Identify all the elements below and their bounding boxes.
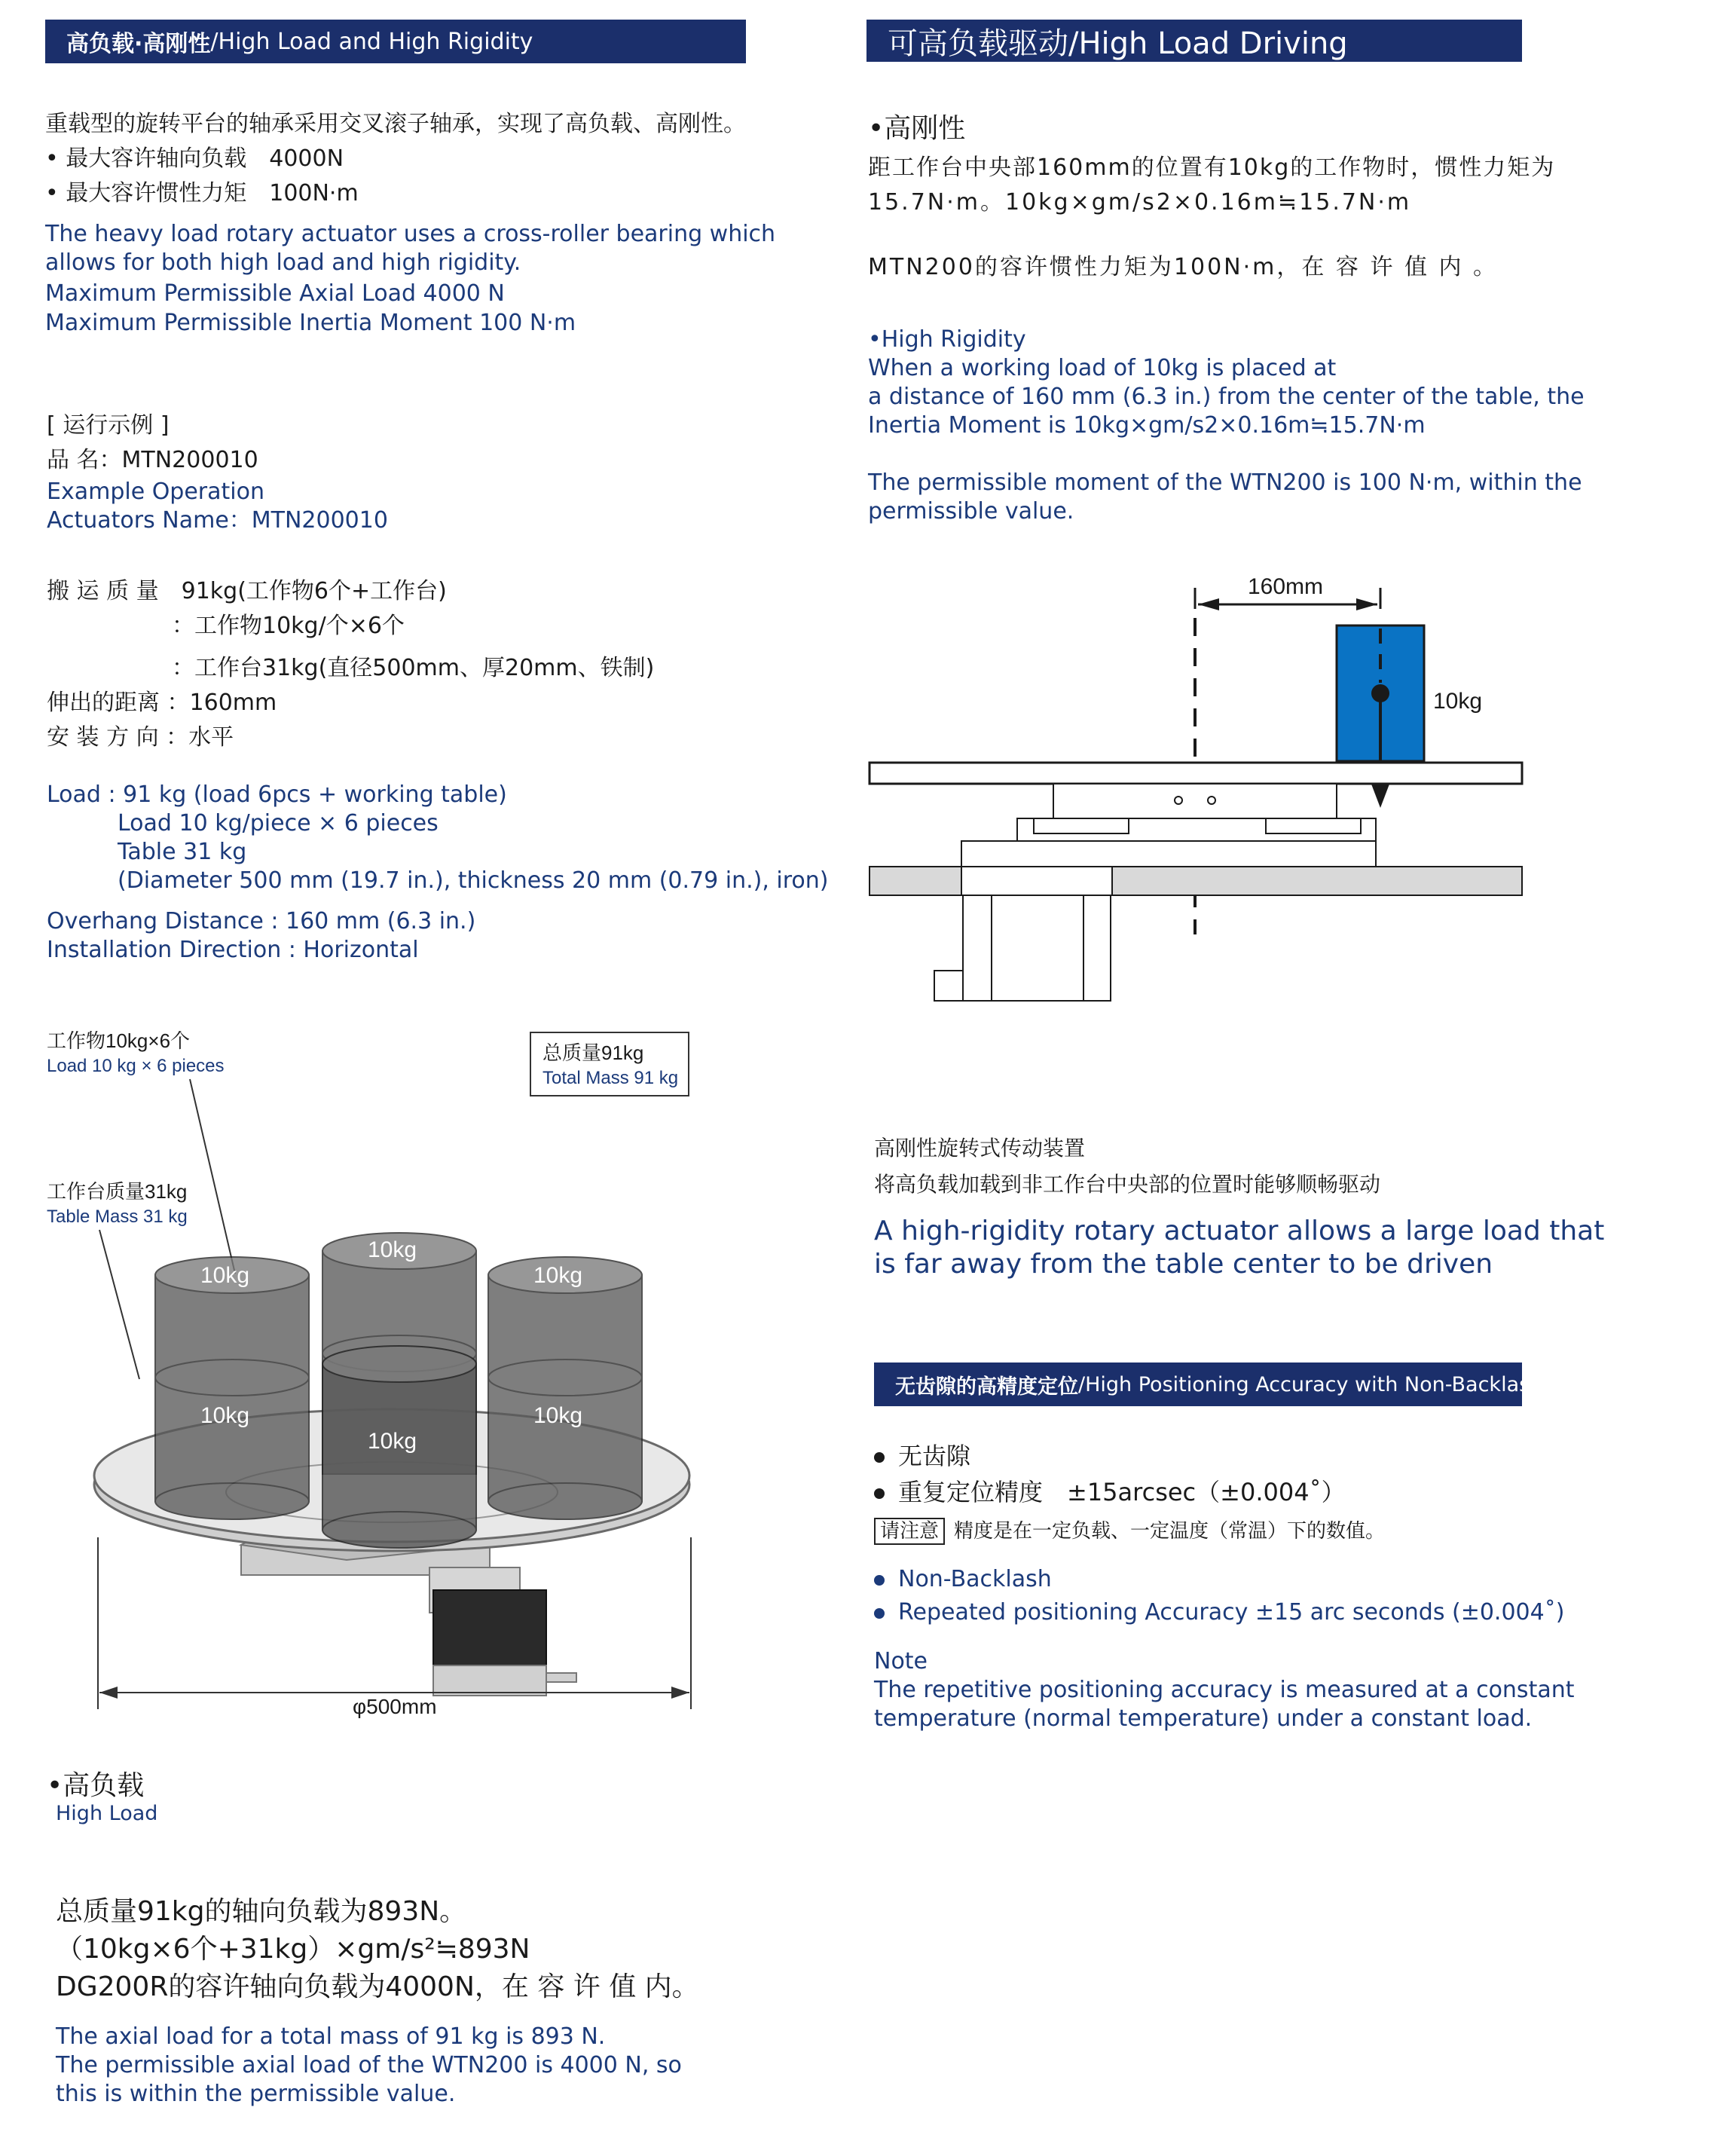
bullet-repeat-accuracy-en	[874, 1596, 1575, 1629]
intro-en-1: The heavy load rotary actuator uses a cross-roller bearing which	[45, 221, 776, 247]
figure-table-en: Table Mass 31 kg	[47, 1207, 188, 1227]
spec-cn-block	[47, 574, 654, 755]
spec-cn-direction: 安 装 方 向 ：水平	[47, 724, 234, 751]
spec-inertia-moment: • 最大容许惯性力矩 100N·m	[45, 180, 359, 206]
figure-load-en: Load 10 kg × 6 pieces	[47, 1056, 225, 1076]
spec-en-table: Table 31 kg	[118, 839, 247, 865]
weight-label: 10kg	[368, 1237, 417, 1262]
rigidity-cn-1: 距工作台中央部160mm的位置有10kg的工作物时，惯性力矩为	[868, 154, 1556, 181]
spec-cn-table: ：工作台31kg(直径500mm、厚20mm、铁制)	[172, 655, 655, 681]
weight-label: 10kg	[533, 1263, 583, 1288]
example-name-cn: 品 名：MTN200010	[47, 447, 258, 473]
bullet-repeat-accuracy-cn	[874, 1474, 1385, 1510]
rigidity-en-1: When a working load of 10kg is placed at	[868, 355, 1337, 381]
note-en-1: The repetitive positioning accuracy is measured at a constant	[874, 1677, 1575, 1703]
note-cn-line	[874, 1516, 1385, 1546]
bullet1-en-text: Non-Backlash	[898, 1566, 1052, 1592]
spec-en-direction: Installation Direction : Horizontal	[47, 937, 419, 963]
figure-table-cn: 工作台质量31kg	[47, 1180, 188, 1203]
diagram-caption-block	[874, 1130, 1604, 1281]
weight-label: 10kg	[368, 1429, 417, 1454]
motor-connector	[934, 971, 963, 1001]
header-en: /High Load and High Rigidity	[210, 28, 533, 55]
note-label: 请注意	[874, 1518, 945, 1545]
bullet1-cn-text: 无齿隙	[898, 1442, 971, 1470]
example-title-en: Example Operation	[47, 479, 264, 505]
motor-cable	[546, 1673, 576, 1682]
figure-total-cn: 总质量91kg	[542, 1041, 644, 1064]
rigidity-cn-3: MTN200的容许惯性力矩为100N·m，在 容 许 值 内 。	[868, 254, 1499, 280]
high-load-cn-1: 总质量91kg的轴向负载为893N。	[56, 1896, 467, 1927]
rigidity-cn-2: 15.7N·m。10kg×gm/s2×0.16m≒15.7N·m	[868, 189, 1412, 216]
header-right: 可高负载驱动/High Load Driving	[888, 26, 1348, 61]
high-load-en-2: The permissible axial load of the WTN200 is 4000 N, so	[56, 2052, 682, 2078]
weight-label: 10kg	[200, 1263, 250, 1288]
bullet-non-backlash-en	[874, 1563, 1575, 1596]
leader-load	[190, 1079, 235, 1274]
rigidity-title-en: •High Rigidity	[868, 326, 1026, 353]
rigidity-cn-block	[868, 110, 1555, 285]
spec-cn-overhang: 伸出的距离 ：160mm	[47, 690, 277, 716]
rigidity-en-2: a distance of 160 mm (6.3 in.) from the center of the table, the	[868, 384, 1585, 410]
bullet-dot	[874, 1575, 885, 1586]
high-load-en-3: this is within the permissible value.	[56, 2081, 456, 2107]
spec-cn-load: ：工作物10kg/个×6个	[172, 613, 405, 639]
header2-en: /High Positioning Accuracy with Non-Backlash	[1078, 1372, 1543, 1396]
note-title-en: Note	[874, 1648, 928, 1674]
rigidity-title-cn: •高刚性	[868, 113, 966, 144]
weight-left	[155, 1257, 309, 1519]
high-load-title-en: High Load	[56, 1802, 158, 1825]
weight-right	[488, 1257, 642, 1519]
high-load-cn-3: DG200R的容许轴向负载为4000N，在 容 许 值 内。	[56, 1971, 699, 2002]
bullet-non-backlash-cn	[874, 1438, 1385, 1474]
spec-en-pieces: Load 10 kg/piece × 6 pieces	[118, 810, 439, 836]
bullet-dot	[874, 1608, 885, 1619]
table-top	[870, 763, 1522, 784]
positioning-en-block	[874, 1563, 1575, 1733]
weight-label: 10kg	[533, 1403, 583, 1428]
section-header-high-load-rigidity	[45, 20, 746, 63]
weight-label: 10kg	[200, 1403, 250, 1428]
bullet2-cn-text: 重复定位精度 ±15arcsec（±0.004˚）	[898, 1478, 1346, 1506]
header2-cn: 无齿隙的高精度定位	[895, 1375, 1078, 1399]
spec-cn-mass: 搬 运 质 量 91kg(工作物6个+工作台)	[47, 578, 447, 604]
high-load-en-1: The axial load for a total mass of 91 kg is 893 N.	[56, 2023, 606, 2050]
rigidity-en-4: The permissible moment of the WTN200 is 100 N·m, within the	[868, 469, 1582, 496]
bullet2-en-text: Repeated positioning Accuracy ±15 arc seconds (±0.004˚)	[898, 1599, 1565, 1626]
high-load-block	[47, 1771, 157, 1827]
spec-en-overhang: Overhang Distance : 160 mm (6.3 in.)	[47, 908, 476, 934]
example-title-cn: [ 运行示例 ]	[47, 412, 170, 439]
rigidity-en-block	[868, 326, 1585, 526]
spec-axial-load: • 最大容许轴向负载 4000N	[45, 145, 344, 172]
caption-cn-2: 将高负载加载到非工作台中央部的位置时能够顺畅驱动	[874, 1172, 1381, 1197]
caption-en-2: is far away from the table center to be driven	[874, 1249, 1493, 1280]
intro-en-4: Maximum Permissible Inertia Moment 100 N·m	[45, 310, 576, 336]
intro-en-2: allows for both high load and high rigidity.	[45, 249, 521, 276]
weight-label: 10kg	[1433, 689, 1483, 714]
intro-cn: 重载型的旋转平台的轴承采用交叉滚子轴承，实现了高负载、高刚性。	[45, 111, 746, 137]
spec-en-diameter: (Diameter 500 mm (19.7 in.), thickness 20 mm (0.79 in.), iron)	[118, 867, 829, 894]
bullet-dot	[874, 1488, 885, 1499]
spec-en-load: Load : 91 kg (load 6pcs + working table)	[47, 781, 507, 808]
note-en-2: temperature (normal temperature) under a constant load.	[874, 1705, 1533, 1732]
section-header-high-load-driving	[866, 20, 1522, 62]
high-load-title-cn: •高负载	[47, 1770, 145, 1801]
high-load-calc-block	[56, 1893, 699, 2109]
section-header-positioning-accuracy	[874, 1363, 1543, 1406]
intro-en-3: Maximum Permissible Axial Load 4000 N	[45, 280, 505, 307]
positioning-cn-block	[874, 1438, 1385, 1546]
motor-housing	[963, 895, 1111, 1001]
diameter-label: φ500mm	[353, 1695, 437, 1718]
overhang-diagram	[866, 565, 1530, 1055]
example-name-en: Actuators Name：MTN200010	[47, 507, 388, 534]
rotary-table-figure	[30, 1017, 738, 1726]
note-cn: 精度是在一定负载、一定温度（常温）下的数值。	[954, 1520, 1386, 1543]
intro-block	[45, 107, 775, 336]
figure-total-en: Total Mass 91 kg	[542, 1068, 679, 1088]
rigidity-en-3: Inertia Moment is 10kg×gm/s2×0.16m≒15.7N·m	[868, 412, 1426, 439]
bullet-dot	[874, 1452, 885, 1463]
figure-load-cn: 工作物10kg×6个	[47, 1029, 191, 1052]
caption-cn-1: 高刚性旋转式传动装置	[874, 1136, 1086, 1161]
high-load-cn-2: （10kg×6个+31kg）×gm/s²≒893N	[56, 1934, 530, 1965]
caption-en-1: A high-rigidity rotary actuator allows a large load that	[874, 1216, 1605, 1246]
spec-en-block	[47, 781, 829, 965]
distance-label: 160mm	[1248, 574, 1324, 599]
rigidity-en-5: permissible value.	[868, 498, 1074, 525]
leader-table	[99, 1230, 139, 1379]
header-cn: 高负载·高刚性	[66, 31, 211, 57]
example-block	[47, 408, 388, 535]
